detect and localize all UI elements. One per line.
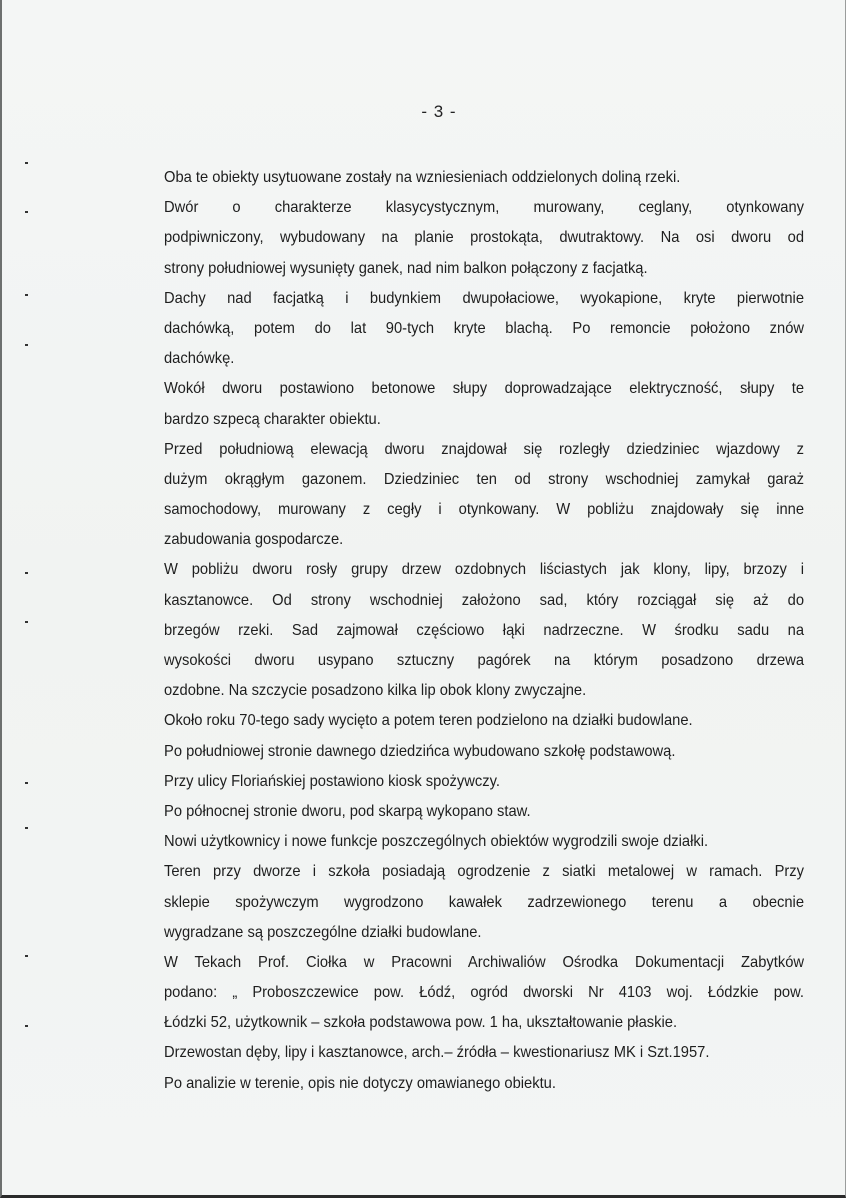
margin-dot xyxy=(25,211,28,213)
text-line xyxy=(164,888,804,918)
text-line xyxy=(164,1038,804,1068)
text-line-content: W pobliżu dworu rosły grupy drzew ozdobnych liściastych jak klony, lipy, brzozy i xyxy=(164,561,805,579)
body-text xyxy=(164,163,804,1099)
margin-dot xyxy=(25,782,28,784)
text-line xyxy=(164,586,804,616)
text-line xyxy=(164,374,804,404)
margin-dot xyxy=(25,1025,28,1027)
text-line-content: bardzo szpecą charakter obiektu. xyxy=(164,410,381,428)
text-line xyxy=(164,1008,804,1038)
text-line-content: Po analizie w terenie, opis nie dotyczy omawianego obiektu. xyxy=(164,1074,556,1092)
text-line-content: podano: „ Proboszczewice pow. Łódź, ogród dworski Nr 4103 woj. Łódzkie pow. xyxy=(164,984,805,1002)
text-line xyxy=(164,163,804,193)
text-line-content: Teren przy dworze i szkoła posiadają ogrodzenie z siatki metalowej w ramach. Przy xyxy=(164,863,805,881)
text-line xyxy=(164,918,804,948)
text-line-content: wygradzane są poszczególne działki budowlane. xyxy=(164,923,482,941)
margin-dot xyxy=(25,827,28,829)
text-line-content: sklepie spożywczym wygrodzono kawałek zadrzewionego terenu a obecnie xyxy=(164,893,805,911)
margin-dot xyxy=(25,162,28,164)
text-line-content: Przy ulicy Floriańskiej postawiono kiosk spożywczy. xyxy=(164,772,500,790)
text-line-content: Przed południową elewacją dworu znajdował się rozległy dziedziniec wjazdowy z xyxy=(164,440,805,458)
text-line xyxy=(164,737,804,767)
text-line-content: Dwór o charakterze klasycystycznym, murowany, ceglany, otynkowany xyxy=(164,199,805,217)
text-line-content: dachówkę. xyxy=(164,350,235,368)
text-line xyxy=(164,616,804,646)
text-line xyxy=(164,676,804,706)
text-line-content: strony południowej wysunięty ganek, nad nim balkon połączony z facjatką. xyxy=(164,259,648,277)
text-line-content: W Tekach Prof. Ciołka w Pracowni Archiwaliów Ośrodka Dokumentacji Zabytków xyxy=(164,953,805,971)
text-line-content: Nowi użytkownicy i nowe funkcje poszczególnych obiektów wygrodzili swoje działki. xyxy=(164,833,709,851)
text-line xyxy=(164,978,804,1008)
text-line-content: samochodowy, murowany z cegły i otynkowany. W pobliżu znajdowały się inne xyxy=(164,501,805,519)
text-line xyxy=(164,495,804,525)
text-line-content: Po południowej stronie dawnego dziedzińca wybudowano szkołę podstawową. xyxy=(164,742,676,760)
text-line xyxy=(164,827,804,857)
text-line-content: Po północnej stronie dworu, pod skarpą wykopano staw. xyxy=(164,802,531,820)
page-number: - 3 - xyxy=(421,102,457,121)
text-line xyxy=(164,254,804,284)
text-line-content: Drzewostan dęby, lipy i kasztanowce, arch.– źródła – kwestionariusz MK i Szt.1957. xyxy=(164,1044,710,1062)
margin-dot xyxy=(25,572,28,574)
text-line-content: kasztanowce. Od strony wschodniej założono sad, który rozciągał się aż do xyxy=(164,591,805,609)
text-line-content: ozdobne. Na szczycie posadzono kilka lip obok klony zwyczajne. xyxy=(164,682,587,700)
text-line xyxy=(164,555,804,585)
text-line xyxy=(164,435,804,465)
text-line-content: Dachy nad facjatką i budynkiem dwupołaciowe, wyokapione, kryte pierwotnie xyxy=(164,289,805,307)
margin-dot xyxy=(25,621,28,623)
text-line-content: Łódzki 52, użytkownik – szkoła podstawowa pow. 1 ha, ukształtowanie płaskie. xyxy=(164,1014,678,1032)
text-line xyxy=(164,465,804,495)
text-line-content: brzegów rzeki. Sad zajmował częściowo łąki nadrzeczne. W środku sadu na xyxy=(164,621,805,639)
text-line xyxy=(164,857,804,887)
text-line-content: Oba te obiekty usytuowane zostały na wzniesieniach oddzielonych doliną rzeki. xyxy=(164,169,681,186)
text-line xyxy=(164,525,804,555)
text-line-content: dachówką, potem do lat 90-tych kryte blachą. Po remoncie położono znów xyxy=(164,319,805,337)
text-line xyxy=(164,405,804,435)
margin-dot xyxy=(25,344,28,346)
margin-dot xyxy=(25,955,28,957)
text-line xyxy=(164,767,804,797)
text-line xyxy=(164,193,804,223)
margin-dot xyxy=(25,294,28,296)
text-line xyxy=(164,284,804,314)
text-line xyxy=(164,344,804,374)
text-line xyxy=(164,948,804,978)
text-line-content: Wokół dworu postawiono betonowe słupy doprowadzające elektryczność, słupy te xyxy=(164,380,805,398)
text-line-content: dużym okrągłym gazonem. Dziedziniec ten od strony wschodniej zamykał garaż xyxy=(164,470,805,488)
text-line-content: Około roku 70-tego sady wycięto a potem teren podzielono na działki budowlane. xyxy=(164,712,693,730)
text-line-content: podpiwniczony, wybudowany na planie prostokąta, dwutraktowy. Na osi dworu od xyxy=(164,229,805,247)
text-line xyxy=(164,646,804,676)
text-line xyxy=(164,1069,804,1099)
text-line xyxy=(164,314,804,344)
text-line xyxy=(164,223,804,253)
text-line xyxy=(164,706,804,736)
text-line-content: zabudowania gospodarcze. xyxy=(164,531,344,549)
text-line xyxy=(164,797,804,827)
text-line-content: wysokości dworu usypano sztuczny pagórek na którym posadzono drzewa xyxy=(164,652,805,669)
